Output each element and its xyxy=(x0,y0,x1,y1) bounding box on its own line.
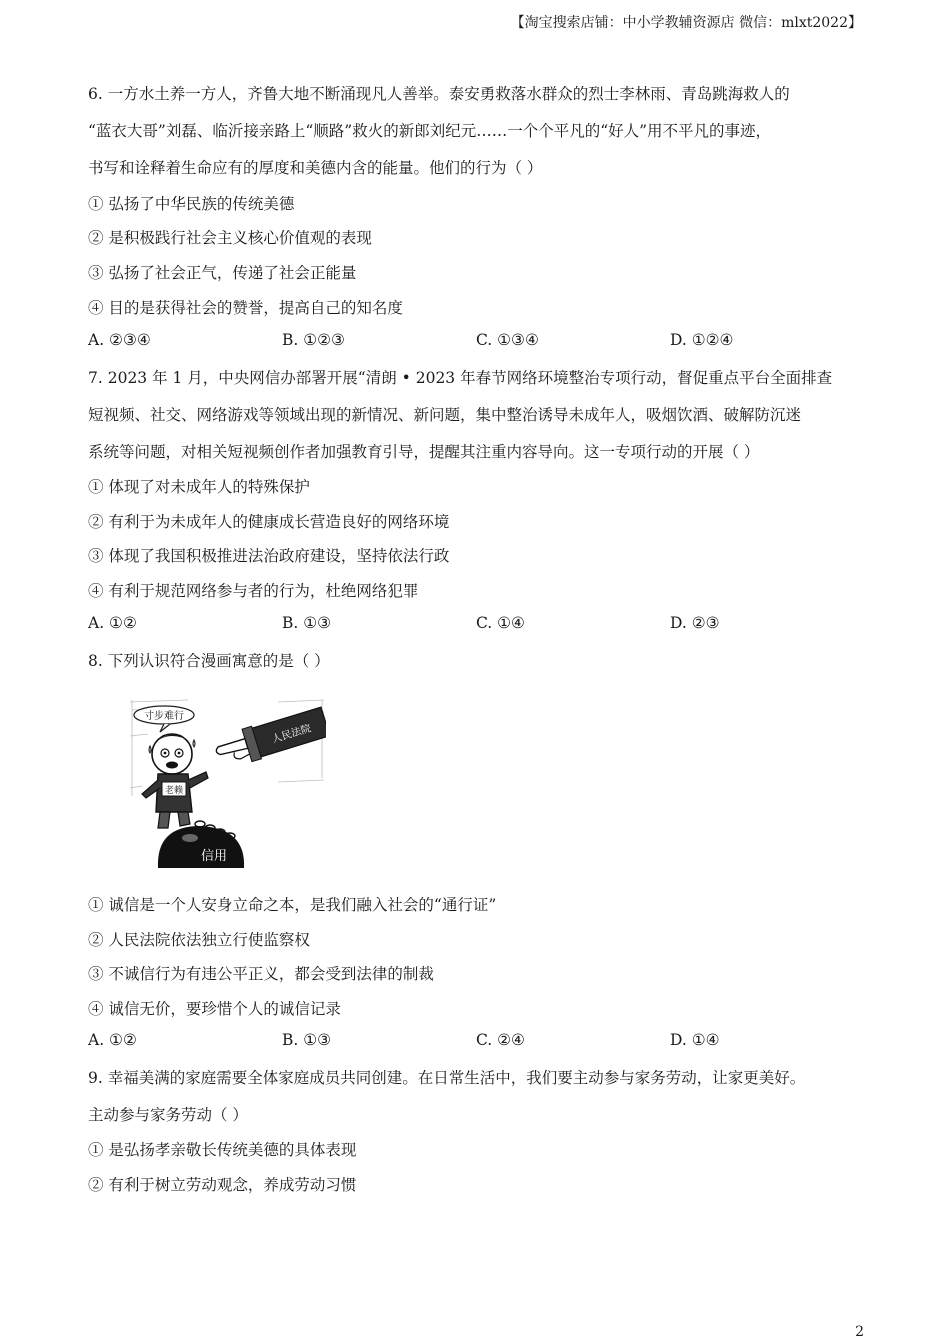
question-6-option-d: D. ①②④ xyxy=(670,331,734,349)
question-7-stem-line-1: 7. 2023 年 1 月，中央网信办部署开展“清朗 • 2023 年春节网络环境整治专项行动，督促重点平台全面排查 xyxy=(88,369,833,387)
question-6-statement-2: ② 是积极践行社会主义核心价值观的表现 xyxy=(88,229,372,247)
question-8-option-a: A. ①② xyxy=(88,1031,137,1049)
question-7-option-c: C. ①④ xyxy=(476,614,525,632)
question-8-statement-2: ② 人民法院依法独立行使监察权 xyxy=(88,931,310,949)
question-6-statement-4: ④ 目的是获得社会的赞誉，提高自己的知名度 xyxy=(88,299,403,317)
page-header: 【淘宝搜索店铺：中小学教辅资源店 微信：mlxt2022】 xyxy=(510,15,862,31)
question-6-stem-line-1: 6. 一方水土养一方人，齐鲁大地不断涌现凡人善举。泰安勇救落水群众的烈士李林雨、青岛跳海救人的 xyxy=(88,85,790,103)
question-9-statement-2: ② 有利于树立劳动观念，养成劳动习惯 xyxy=(88,1176,357,1194)
question-7-statement-1: ① 体现了对未成年人的特殊保护 xyxy=(88,478,310,496)
question-7-statement-2: ② 有利于为未成年人的健康成长营造良好的网络环境 xyxy=(88,513,450,531)
question-7-option-b: B. ①③ xyxy=(282,614,332,632)
question-7-option-a: A. ①② xyxy=(88,614,137,632)
question-7-stem-line-2: 短视频、社交、网络游戏等领域出现的新情况、新问题，集中整治诱导未成年人，吸烟饮酒、破解防沉迷 xyxy=(88,406,802,424)
question-7-option-d: D. ②③ xyxy=(670,614,720,632)
question-8-statement-3: ③ 不诚信行为有违公平正义，都会受到法律的制裁 xyxy=(88,965,434,983)
question-7-statement-3: ③ 体现了我国积极推进法治政府建设，坚持依法行政 xyxy=(88,547,450,565)
question-7-statement-4: ④ 有利于规范网络参与者的行为，杜绝网络犯罪 xyxy=(88,582,419,600)
cartoon-illustration xyxy=(128,696,326,868)
question-9-statement-1: ① 是弘扬孝亲敬长传统美德的具体表现 xyxy=(88,1141,357,1159)
question-8-statement-1: ① 诚信是一个人安身立命之本，是我们融入社会的“通行证” xyxy=(88,896,497,914)
question-6-stem-line-3: 书写和诠释着生命应有的厚度和美德内含的能量。他们的行为（ ） xyxy=(88,159,543,177)
question-6-option-a: A. ②③④ xyxy=(88,331,151,349)
question-6-statement-1: ① 弘扬了中华民族的传统美德 xyxy=(88,195,295,213)
question-9-stem-line-2: 主动参与家务劳动（ ） xyxy=(88,1106,248,1124)
question-6-stem-line-2: “蓝衣大哥”刘磊、临沂接亲路上“顺路”救火的新郎刘纪元……一个个平凡的“好人”用不平凡的事迹， xyxy=(88,122,772,140)
question-6-statement-3: ③ 弘扬了社会正气，传递了社会正能量 xyxy=(88,264,357,282)
question-8-option-b: B. ①③ xyxy=(282,1031,332,1049)
cartoon-sleeve-text: 人民法院 xyxy=(270,723,313,746)
question-6-option-b: B. ①②③ xyxy=(282,331,345,349)
question-8-option-c: C. ②④ xyxy=(476,1031,525,1049)
question-8-statement-4: ④ 诚信无价，要珍惜个人的诚信记录 xyxy=(88,1000,341,1018)
question-8-option-d: D. ①④ xyxy=(670,1031,720,1049)
cartoon-ball-text: 信用 xyxy=(200,849,228,864)
question-6-option-c: C. ①③④ xyxy=(476,331,539,349)
cartoon-shirt-text: 老赖 xyxy=(164,786,184,796)
cartoon-bubble-text: 寸步难行 xyxy=(144,711,184,722)
page-number: 2 xyxy=(855,1324,864,1340)
question-8-stem: 8. 下列认识符合漫画寓意的是（ ） xyxy=(88,652,330,670)
question-7-stem-line-3: 系统等问题，对相关短视频创作者加强教育引导，提醒其注重内容导向。这一专项行动的开展（ ） xyxy=(88,443,760,461)
question-9-stem-line-1: 9. 幸福美满的家庭需要全体家庭成员共同创建。在日常生活中，我们要主动参与家务劳动，让家更美好。 xyxy=(88,1069,806,1087)
